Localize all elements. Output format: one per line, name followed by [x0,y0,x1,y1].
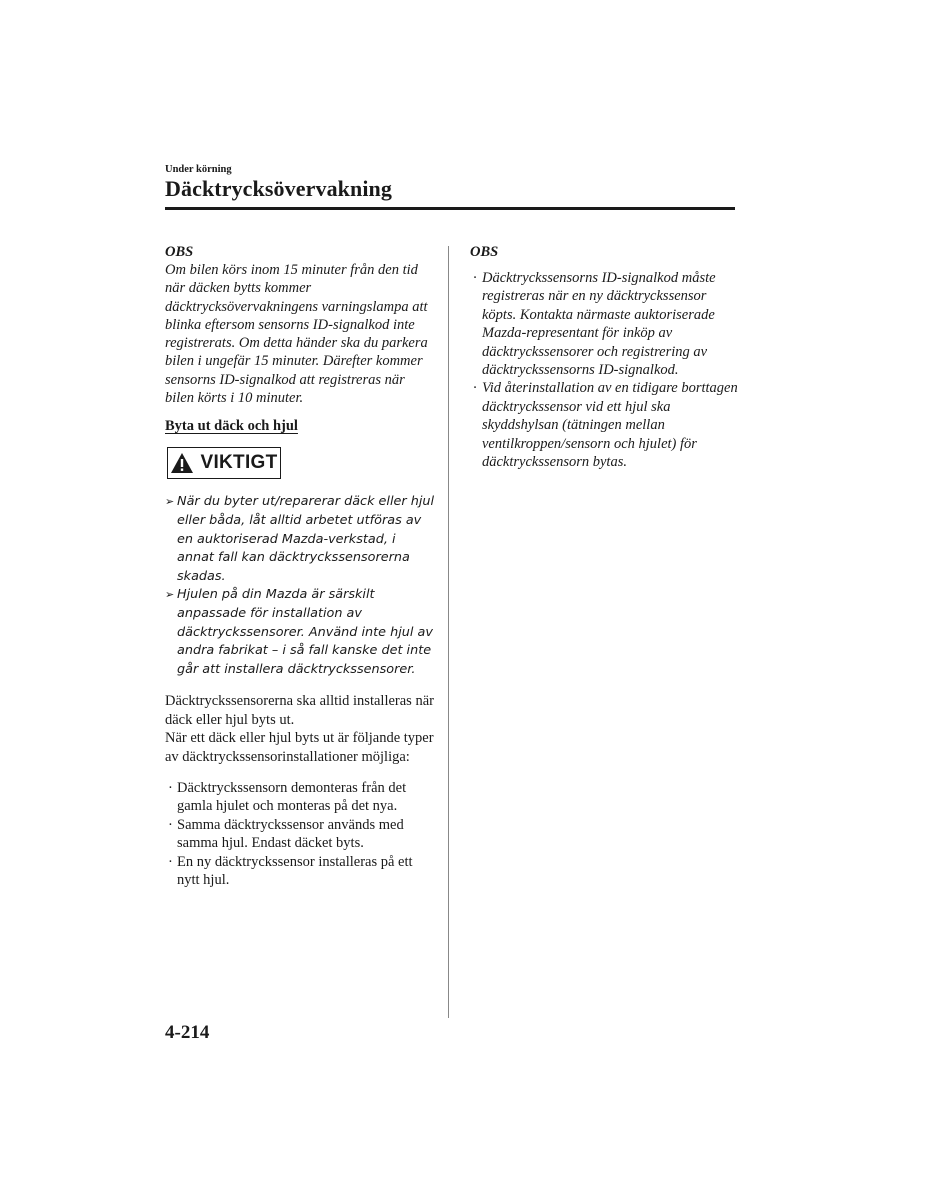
warning-label: VIKTIGT [200,452,278,474]
title-rule [165,207,735,210]
obs-note: Om bilen körs inom 15 minuter från den tid när däcken bytts kommer däcktrycksövervakningens varningslampa att blinka eftersom sensorns ID-signalkod inte registrerats. Om detta händer ska du parkera bilen i ungefär 15 minuter. Därefter kommer sensorns ID-signalkod att registreras när bilen körts i 10 minuter. [165,262,428,407]
subheading-byta-ut: Byta ut däck och hjul [165,418,298,435]
arrowhead-bullet-icon: ➢ [165,495,175,509]
right-column [470,243,738,471]
bullet-dot: · [168,853,173,870]
left-column [165,243,435,889]
installation-types-list [165,779,435,889]
list-item [470,269,738,379]
body-paragraph: Däcktryckssensorerna ska alltid installeras när däck eller hjul byts ut. [165,693,434,728]
list-item [165,853,435,890]
page-title: Däcktrycksövervakning [165,176,392,201]
bullet-dot: · [473,270,477,286]
list-item-text: Däcktryckssensorn demonteras från det gamla hjulet och monteras på det nya. [177,779,407,815]
list-item [165,586,435,679]
page-number: 4-214 [165,1022,210,1043]
warning-text: Hjulen på din Mazda är särskilt anpassade för installation av däcktryckssensorer. Använd inte hjul av andra fabrikat – i så fall kanske det inte går att installera däcktryckssensorer. [177,587,433,677]
bullet-dot: · [168,779,173,796]
list-item [165,493,435,586]
list-item [165,779,435,816]
obs-heading: OBS [470,244,499,260]
list-item-text: Samma däcktryckssensor används med samma hjul. Endast däcket byts. [177,816,404,852]
section-label: Under körning [165,164,232,175]
bullet-dot: · [168,816,173,833]
warning-text: När du byter ut/reparerar däck eller hjul eller båda, låt alltid arbetet utföras av en auktoriserad Mazda-verkstad, i annat fall kan däcktryckssensorerna skadas. [177,494,435,584]
body-paragraph: När ett däck eller hjul byts ut är följande typer av däcktryckssensorinstallationer möjliga: [165,730,434,765]
obs-heading: OBS [165,244,194,260]
warning-box [167,447,281,479]
obs-list [470,269,738,471]
list-item-text: Vid återinstallation av en tidigare borttagen däcktryckssensor vid ett hjul ska skyddshylsan (tätningen mellan ventilkroppen/sensorn och hjulet) för däcktryckssensorn bytas. [482,380,738,471]
list-item-text: En ny däcktryckssensor installeras på ett nytt hjul. [177,853,413,888]
bullet-dot: · [473,380,477,397]
list-item [470,379,738,471]
warning-list [165,493,435,679]
list-item-text: Däcktryckssensorns ID-signalkod måste registreras när en ny däcktryckssensor köpts. Kontakta närmaste auktoriserade Mazda-representant för inköp av däcktryckssensorer och registrering av däcktryckssensorns ID-signalkod. [482,270,716,379]
arrowhead-bullet-icon: ➢ [165,588,175,602]
warning-triangle-icon [170,452,194,474]
column-divider [448,246,449,1018]
list-item [165,816,435,853]
